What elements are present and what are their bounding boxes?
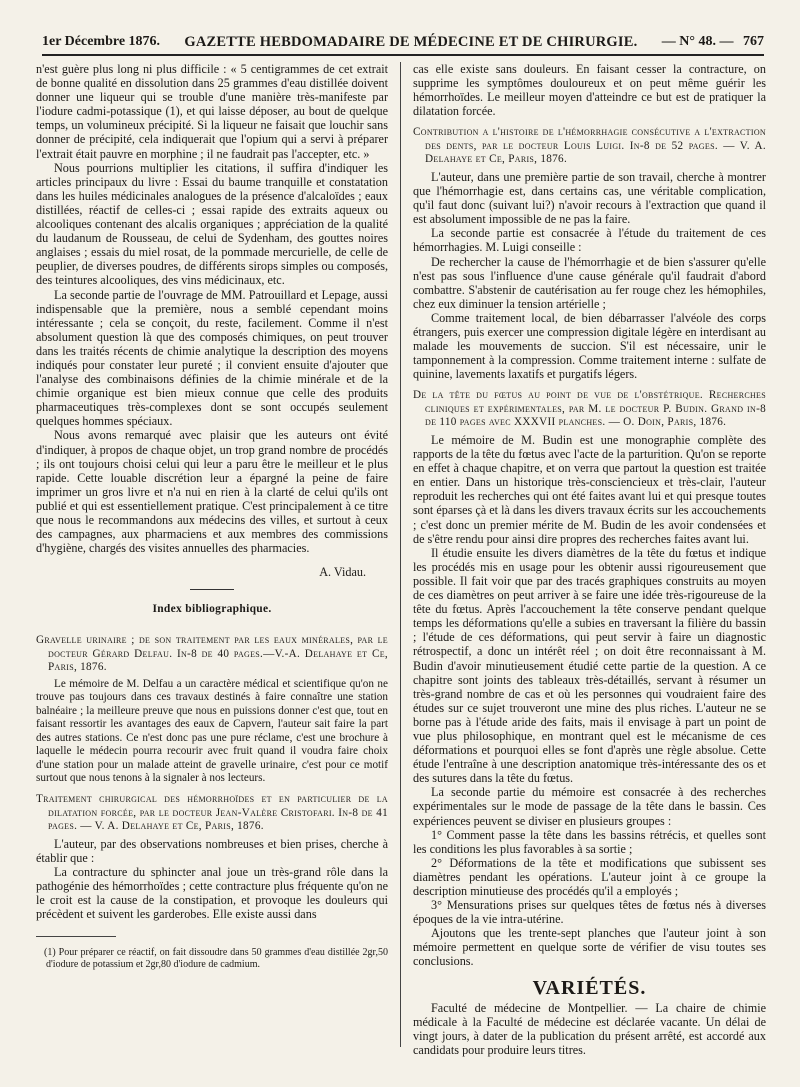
article-paragraph: Nous avons remarqué avec plaisir que les auteurs ont évité d'indiquer, à propos de chaque objet, un trop grand nombre de procédés ; ils ont toujours choisi celui qui leur a paru être le meilleur et le plus rapide. Cette louable discrétion leur a épargné la peine de faire imprimer un gros livre et n'a nui en rien à la clarté de celui qu'ils ont publié et qui est essentiellement pratique. C'est principalement à ce titre que nous le recommandons aux médecins des villes, et surtout à ceux des campagnes, aux pharmaciens et aux membres des commissions d'hygiène, chargés des visites annuelles des pharmacies. <box>36 428 388 556</box>
article-paragraph: La seconde partie de l'ouvrage de MM. Patrouillard et Lepage, aussi indispensable que la première, nous a semblé cependant moins intéressante ; cela se conçoit, du reste, facilement. Comme il n'est absolument question là que des composés chimiques, on peut trouver dans les traités récents de chimie analytique la description des moyens indiqués pour constater leur pureté ; il convient ensuite d'ajouter que l'analyse des combinaisons définies de la chimie minérale et de la chimie organique est bien mieux connue que celle des produits pharmaceutiques très-complexes dont se sont occupés seulement quelques hommes spéciaux. <box>36 287 388 429</box>
review-paragraph: cas elle existe sans douleurs. En faisant cesser la contracture, on supprime les symptômes douloureux et on peut même guérir les hémorrhoïdes. Le meilleur moyen d'atteindre ce but est de pratiquer la dilatation forcée. <box>413 62 766 119</box>
news-paragraph: Faculté de médecine de Montpellier. — La chaire de chimie médicale à la Faculté de médecine est déclarée vacante. Un délai de vingt jours, à dater de la publication du présent arrêté, est accordé aux candidats pour produire leurs titres. <box>413 1000 766 1057</box>
review-paragraph: 3° Mensurations prises sur quelques têtes de fœtus nés à diverses époques de la vie intra-utérine. <box>413 898 766 927</box>
reference-text: Contribution a l'histoire de l'hémorrhagie consécutive a l'extraction des dents, par le docteur Louis Luigi. In-8 de 52 pages. — V. A. Delahaye et Ce, Paris, 1876. <box>413 126 766 165</box>
column-divider <box>400 62 401 1047</box>
page-header <box>42 30 764 56</box>
author-signature: A. Vidau. <box>319 565 366 580</box>
page-number: 767 <box>743 34 764 49</box>
footnote: (1) Pour préparer ce réactif, on fait dissoudre dans 50 grammes d'eau distillée 2gr,50 d'iodure de potassium et 2gr,80 d'iodure de cadmium. <box>44 946 388 970</box>
two-column-body <box>36 62 766 1077</box>
right-column <box>413 62 766 1057</box>
section-heading-index: Index bibliographique. <box>152 603 272 616</box>
reference-text: De la tête du fœtus au point de vue de l'obstétrique. Recherches cliniques et expérimentales, par M. le docteur P. Budin. Grand in-8 de 110 pages avec XXXVII planches. — O. Doin, Paris, 1876. <box>413 389 766 428</box>
review-paragraph: De rechercher la cause de l'hémorrhagie et de bien s'assurer qu'elle n'est pas sous l'influence d'une cause générale qu'il faudrait d'abord combattre. S'abstenir de cautérisation au fer rouge chez les hémophiles, chez eux diminuer la tension artérielle ; <box>413 254 766 311</box>
review-paragraph: Il étudie ensuite les divers diamètres de la tête du fœtus et indique les procédés mis en usage pour les obtenir aussi rigoureusement que possible. Il fait voir que par des tracés graphiques construits au moyen de ces diamètres on peut arriver à se faire une idée très-rigoureuse de la tête du fœtus. Après l'accouchement la tête conserve pendant quelque temps les déformations qu'elle a subies en traversant la filière du bassin ; l'étude de ces déformations, qui peut servir à faire un diagnostic rétrospectif, a donc un intérêt réel ; on doit être reconnaissant à M. Budin d'avoir minutieusement étudié cette partie de la question. A ce chapitre sont joints des tableaux très-détaillés, servant à résumer un très-grand nombre de cas et où les personnes qui voudraient faire des études sur ce sujet trouveront une mine des plus riches. L'auteur ne se borne pas à l'étude aride des faits, mais il envisage à part un point de vue plus philosophique, en montrant quel est le mécanisme de ces déformations et pourquoi elles se font d'après une règle absolue. Cette étude l'entraîne à une description anatomique très-intéressante des os et des sutures dans la tête du fœtus. <box>413 545 766 786</box>
review-paragraph: L'auteur, dans une première partie de son travail, cherche à montrer que l'hémorrhagie est, dans certains cas, une véritable complication, qu'il faut donc (suivant lui?) n'avoir recours à l'extraction que quand il est absolument impossible de ne pas la faire. <box>413 169 766 227</box>
review-paragraph: La contracture du sphincter anal joue un très-grand rôle dans la pathogénie des hémorrhoïdes ; cette contracture plus fréquente qu'on ne le croit est la cause de la constipation, et provoque les douleurs qui précèdent et suivent les garderobes. Elle existe aussi dans <box>36 865 388 922</box>
bibliographic-reference <box>36 793 388 833</box>
review-paragraph: Comme traitement local, de bien débarrasser l'alvéole des corps étrangers, puis exercer une compression digitale légère en interdisant au malade les mouvements de succion. S'il est nécessaire, unir le tamponnement à la compression. Comme traitement interne : sulfate de quinine, lavements laxatifs et purgatifs légers. <box>413 310 766 382</box>
review-paragraph: 1° Comment passe la tête dans les bassins rétrécis, et quelles sont les conditions les plus favorables à sa sortie ; <box>413 827 766 856</box>
issue-number: — N° 48. — <box>661 34 734 49</box>
review-paragraph: La seconde partie est consacrée à l'étude du traitement de ces hémorrhagies. M. Luigi conseille : <box>413 226 766 255</box>
review-paragraph: 2° Déformations de la tête et modifications que subissent ses diamètres pendant les opérations. L'auteur joint à ce groupe la description minutieuse des procédés qu'il a employés ; <box>413 855 766 898</box>
journal-title: GAZETTE HEBDOMADAIRE DE MÉDECINE ET DE CHIRURGIE. <box>184 33 638 50</box>
header-issue-number <box>662 34 764 50</box>
review-paragraph: Ajoutons que les trente-sept planches que l'auteur joint à son mémoire permettent en quelque sorte de vérifier de visu toutes ses conclusions. <box>413 926 766 969</box>
header-date: 1er Décembre 1876. <box>42 34 161 49</box>
bibliographic-reference <box>36 634 388 674</box>
article-paragraph: n'est guère plus long ni plus difficile : « 5 centigrammes de cet extrait de bonne qualité en dissolution dans 25 grammes d'eau distillée doivent donner une liqueur qui se trouble d'une manière très-manifeste par l'iodure cadmi-potassique (1), et qui laisse déposer, au bout de quelque temps, un volumineux précipité. Si la liqueur ne faisait que louchir sans donner de précipité, cela indiquerait que l'opium qui a servi à préparer l'extrait était pauvre en morphine ; il ne faudrait pas l'accepter, etc. » <box>36 62 388 161</box>
reference-text: Gravelle urinaire ; de son traitement par les eaux minérales, par le docteur Gérard Delfau. In-8 de 40 pages.—V.-A. Delahaye et Ce, Paris, 1876. <box>36 634 388 673</box>
article-paragraph: Nous pourrions multiplier les citations, il suffira d'indiquer les articles principaux du livre : Essai du baume tranquille et constatation dans les huiles médicinales analogues de la présence d'alcaloïdes ; eaux distillées, réactif de celles-ci ; essai rapide des extraits aqueux ou alcooliques contenant des alcalis organiques ; appréciation de la qualité du laudanum de Rousseau, de celui de Sydenham, des gouttes noires anglaises ; essais du miel rosat, de la pommade mercurielle, de celle de peuplier, de diverses poudres, de différents sirops simples ou composés, des teintures alcooliques, des vins médicinaux, etc. <box>36 160 388 288</box>
footnote-rule <box>36 936 116 937</box>
reference-text: Traitement chirurgical des hémorrhoïdes et en particulier de la dilatation forcée, par le docteur Jean-Valère Cristofari. In-8 de 41 pages. — V. A. Delahaye et Ce, Paris, 1876. <box>36 793 388 832</box>
review-paragraph: La seconde partie du mémoire est consacrée à des recherches expérimentales sur le mode de passage de la tête dans le bassin. Ces expériences peuvent se diviser en plusieurs groupes : <box>413 785 766 828</box>
bibliographic-reference <box>413 389 766 429</box>
review-paragraph: Le mémoire de M. Budin est une monographie complète des rapports de la tête du fœtus avec l'acte de la parturition. Qu'on se reporte en effet à chaque chapitre, et on verra que partout la question est traitée en entier. Dans un historique très-consciencieux et très-clair, l'auteur reproduit les recherches qui ont été faites avant lui et qui presque toutes sont éparses çà et là dans les divers travaux écrits sur les accouchements ; c'est donc un premier mérite de M. Budin de les avoir condensées et de s'être rendu pour ainsi dire propres des recherches faites avant lui. <box>413 433 766 546</box>
review-paragraph: L'auteur, par des observations nombreuses et bien prises, cherche à établir que : <box>36 836 388 866</box>
left-column <box>36 62 388 981</box>
section-heading-varietes: VARIÉTÉS. <box>532 976 647 999</box>
bibliographic-reference <box>413 126 766 166</box>
review-paragraph: Le mémoire de M. Delfau a un caractère médical et scientifique qu'on ne trouve pas toujours dans ces travaux destinés à faire connaître une station balnéaire ; la meilleure preuve que nous en puissions donner c'est que, tout en faisant ressortir les avantages des eaux de Capvern, l'auteur sait faire la part des autres stations. Ce n'est donc pas une pure réclame, c'est une brochure à laquelle le médecin pourra recourir avec fruit quand il voudra faire choix d'une station pour un malade atteint de gravelle urinaire, c'est pour ce motif surtout que nous tenons à la signaler à nos lecteurs. <box>36 678 388 784</box>
section-separator <box>190 589 234 590</box>
